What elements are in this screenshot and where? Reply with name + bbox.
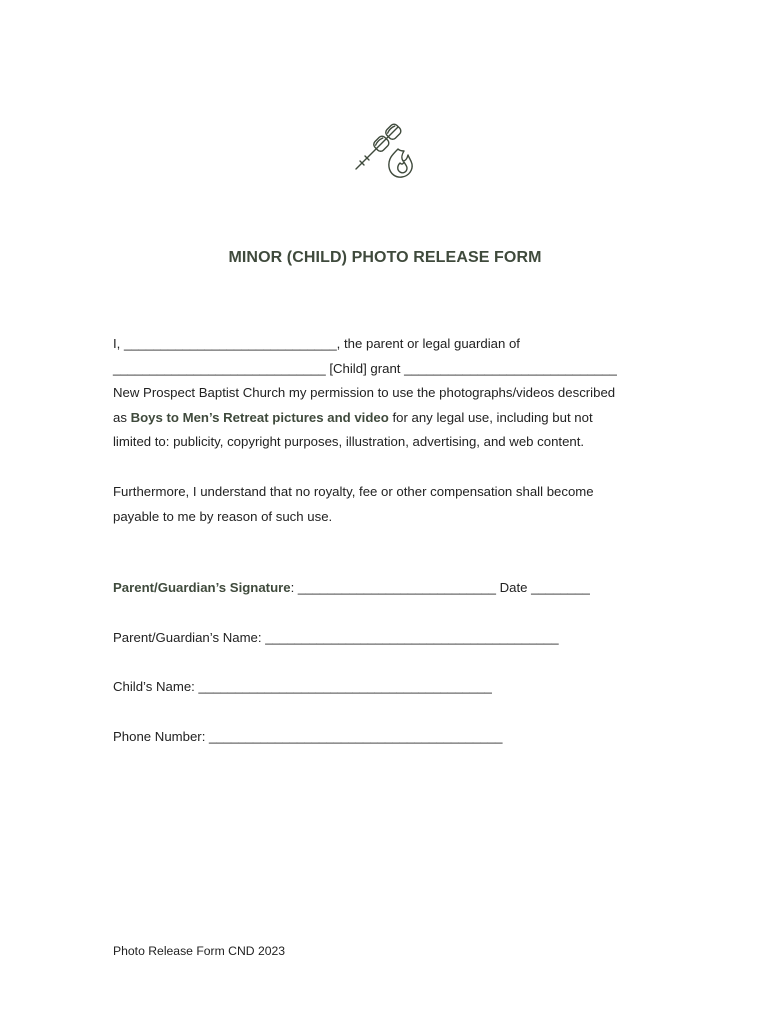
- usage-prefix: as: [113, 409, 131, 425]
- church-permission-line: New Prospect Baptist Church my permission to use the photographs/videos described: [113, 385, 616, 400]
- parent-name-field[interactable]: Parent/Guardian’s Name: ________________________________________: [113, 630, 559, 645]
- child-grant-line: _____________________________ [Child] grant _____________________________: [113, 360, 617, 376]
- marshmallow-campfire-icon: [350, 113, 422, 185]
- child-name-field[interactable]: Child’s Name: ________________________________________: [113, 679, 492, 694]
- guardian-line: I, _____________________________, the parent or legal guardian of: [113, 336, 520, 351]
- signature-label: Parent/Guardian’s Signature: [113, 580, 291, 595]
- compensation-line-2: payable to me by reason of such use.: [113, 508, 333, 524]
- event-name: Boys to Men’s Retreat pictures and video: [130, 409, 389, 425]
- usage-suffix: for any legal use, including but not: [388, 409, 593, 425]
- signature-blank-and-date: : ___________________________ Date ________: [290, 580, 590, 595]
- usage-line: [113, 406, 673, 431]
- footer: Photo Release Form CND 2023: [113, 944, 286, 958]
- limitations-line: limited to: publicity, copyright purposes, illustration, advertising, and web content.: [113, 434, 585, 449]
- compensation-paragraph: [113, 480, 673, 529]
- release-paragraph: [113, 332, 673, 455]
- phone-number-field[interactable]: Phone Number: ________________________________________: [113, 729, 503, 744]
- compensation-line-1: Furthermore, I understand that no royalty, fee or other compensation shall become: [113, 484, 594, 499]
- page-title: MINOR (CHILD) PHOTO RELEASE FORM: [228, 249, 542, 266]
- signature-field[interactable]: [113, 580, 590, 595]
